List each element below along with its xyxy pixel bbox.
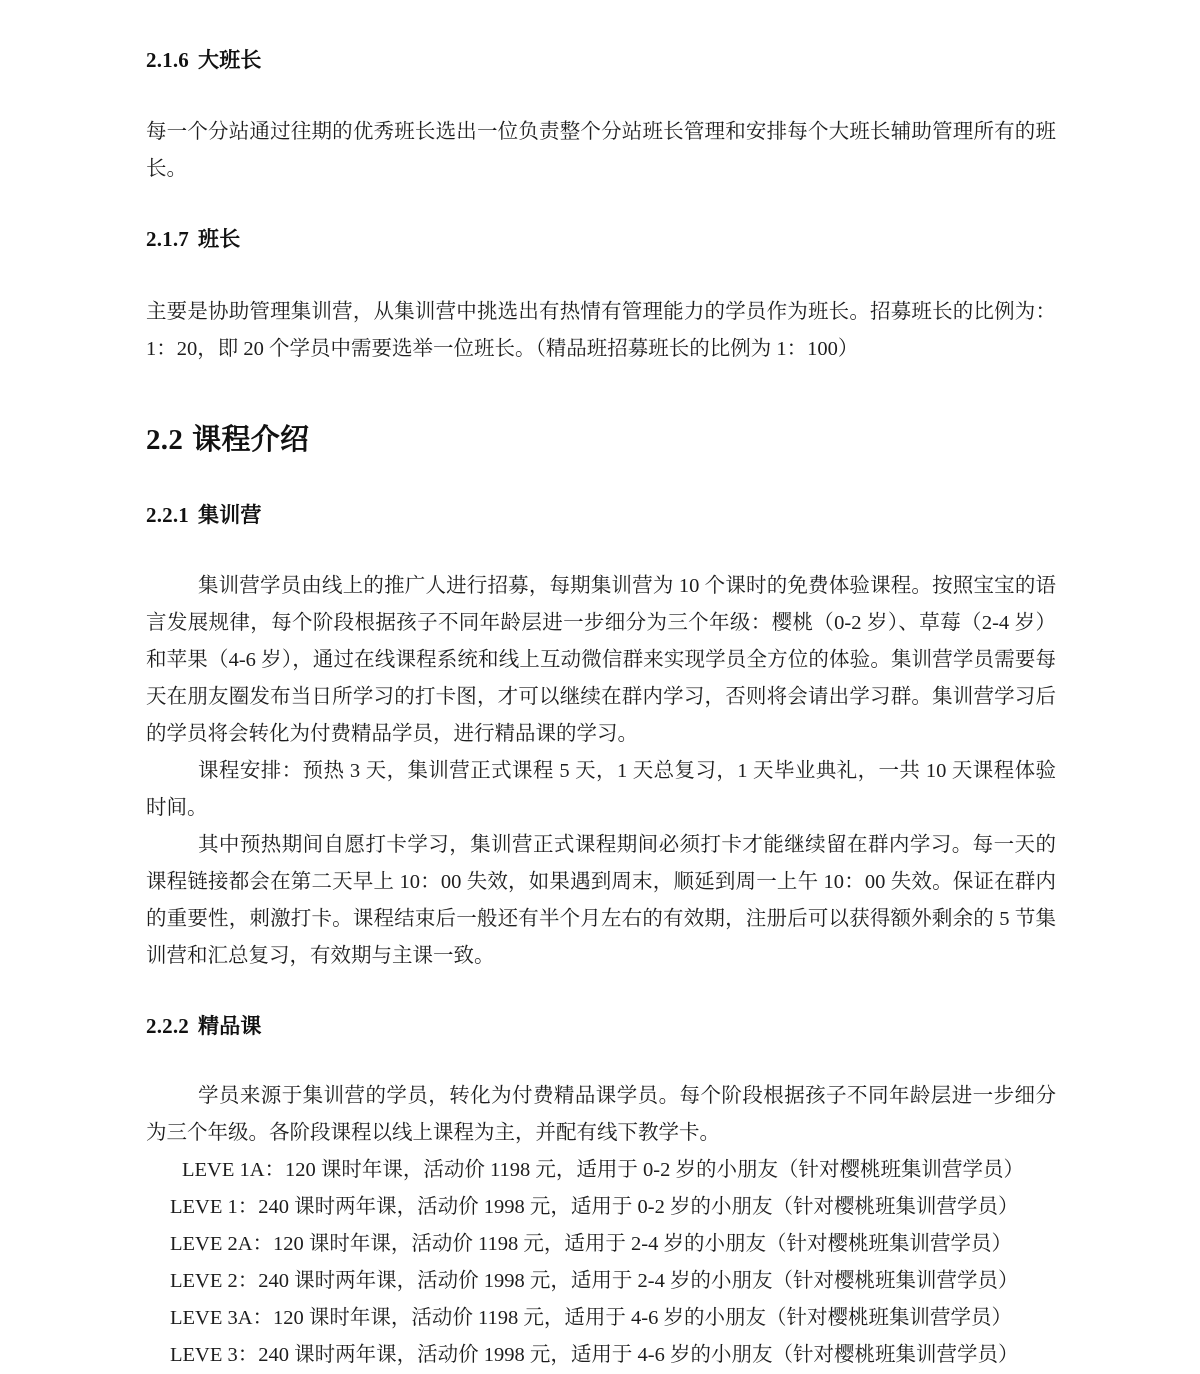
heading-number: 2.2.1	[146, 503, 189, 528]
paragraph-2-2-2-1: 学员来源于集训营的学员，转化为付费精品课学员。每个阶段根据孩子不同年龄层进一步细分为三个年级。各阶段课程以线上课程为主，并配有线下教学卡。	[146, 1085, 1056, 1145]
list-item: LEVE 1：240 课时两年课，活动价 1998 元，适用于 0-2 岁的小朋友（针对樱桃班集训营学员）	[170, 1196, 1019, 1219]
heading-number: 2.1.7	[146, 227, 189, 252]
list-item: LEVE 2：240 课时两年课，活动价 1998 元，适用于 2-4 岁的小朋友（针对樱桃班集训营学员）	[170, 1270, 1019, 1293]
spacer	[146, 459, 1056, 501]
spacer	[146, 530, 1056, 568]
heading-number: 2.2.2	[146, 1013, 189, 1038]
heading-2-2-2	[146, 1012, 1056, 1040]
paragraph-2-2-1-3: 其中预热期间自愿打卡学习，集训营正式课程期间必须打卡才能继续留在群内学习。每一天的课程链接都会在第二天早上 10：00 失效，如果遇到周末，顺延到周一上午 10：00 失效。保证在群内的重要性，刺激打卡。课程结束后一般还有半个月左右的有效期，注册后可以获得额外剩余的 5 节集训营和汇总复习，有效期与主课一致。	[146, 833, 1056, 967]
list-item: LEVE 3A：120 课时年课，活动价 1198 元，适用于 4-6 岁的小朋友（针对樱桃班集训营学员）	[170, 1307, 1012, 1330]
heading-number: 2.1.6	[146, 48, 189, 72]
heading-title: 课程介绍	[192, 423, 310, 456]
course-level-list	[146, 1152, 1056, 1374]
spacer	[146, 254, 1056, 294]
list-item: LEVE 1A：120 课时年课，活动价 1198 元，适用于 0-2 岁的小朋友（针对樱桃班集训营学员）	[182, 1159, 1024, 1182]
heading-number: 2.2	[146, 423, 184, 456]
paragraph-2-2-1-2: 课程安排：预热 3 天，集训营正式课程 5 天，1 天总复习，1 天毕业典礼，一共 10 天课程体验时间。	[146, 759, 1056, 819]
spacer	[146, 188, 1056, 225]
heading-title: 精品课	[198, 1013, 262, 1038]
heading-title: 大班长	[198, 48, 262, 72]
list-item: LEVE 2A：120 课时年课，活动价 1198 元，适用于 2-4 岁的小朋友（针对樱桃班集训营学员）	[170, 1233, 1012, 1256]
heading-2-1-7	[146, 225, 1056, 253]
heading-title: 班长	[198, 227, 241, 252]
spacer	[146, 74, 1056, 114]
spacer	[146, 975, 1056, 1012]
page-content	[146, 46, 1056, 1374]
paragraph-2-2-1-1: 集训营学员由线上的推广人进行招募，每期集训营为 10 个课时的免费体验课程。按照宝宝的语言发展规律，每个阶段根据孩子不同年龄层进一步细分为三个年级：樱桃（0-2 岁）、草莓（2-4 岁）和苹果（4-6 岁），通过在线课程系统和线上互动微信群来实现学员全方位的体验。集训营学员需要每天在朋友圈发布当日所学习的打卡图，才可以继续在群内学习，否则将会请出学习群。集训营学习后的学员将会转化为付费精品学员，进行精品课的学习。	[146, 574, 1056, 745]
spacer	[146, 1040, 1056, 1078]
paragraph-2-1-6-1: 每一个分站通过往期的优秀班长选出一位负责整个分站班长管理和安排每个大班长辅助管理所有的班长。	[146, 121, 1056, 181]
spacer	[146, 368, 1056, 422]
heading-2-1-6	[146, 46, 1056, 74]
heading-2-2	[146, 422, 1056, 460]
list-item: LEVE 3：240 课时两年课，活动价 1998 元，适用于 4-6 岁的小朋友（针对樱桃班集训营学员）	[170, 1344, 1019, 1367]
heading-2-2-1	[146, 501, 1056, 529]
paragraph-2-1-7-1: 主要是协助管理集训营，从集训营中挑选出有热情有管理能力的学员作为班长。招募班长的比例为：1：20，即 20 个学员中需要选举一位班长。（精品班招募班长的比例为 1：100）	[146, 300, 1056, 360]
heading-title: 集训营	[198, 503, 262, 528]
